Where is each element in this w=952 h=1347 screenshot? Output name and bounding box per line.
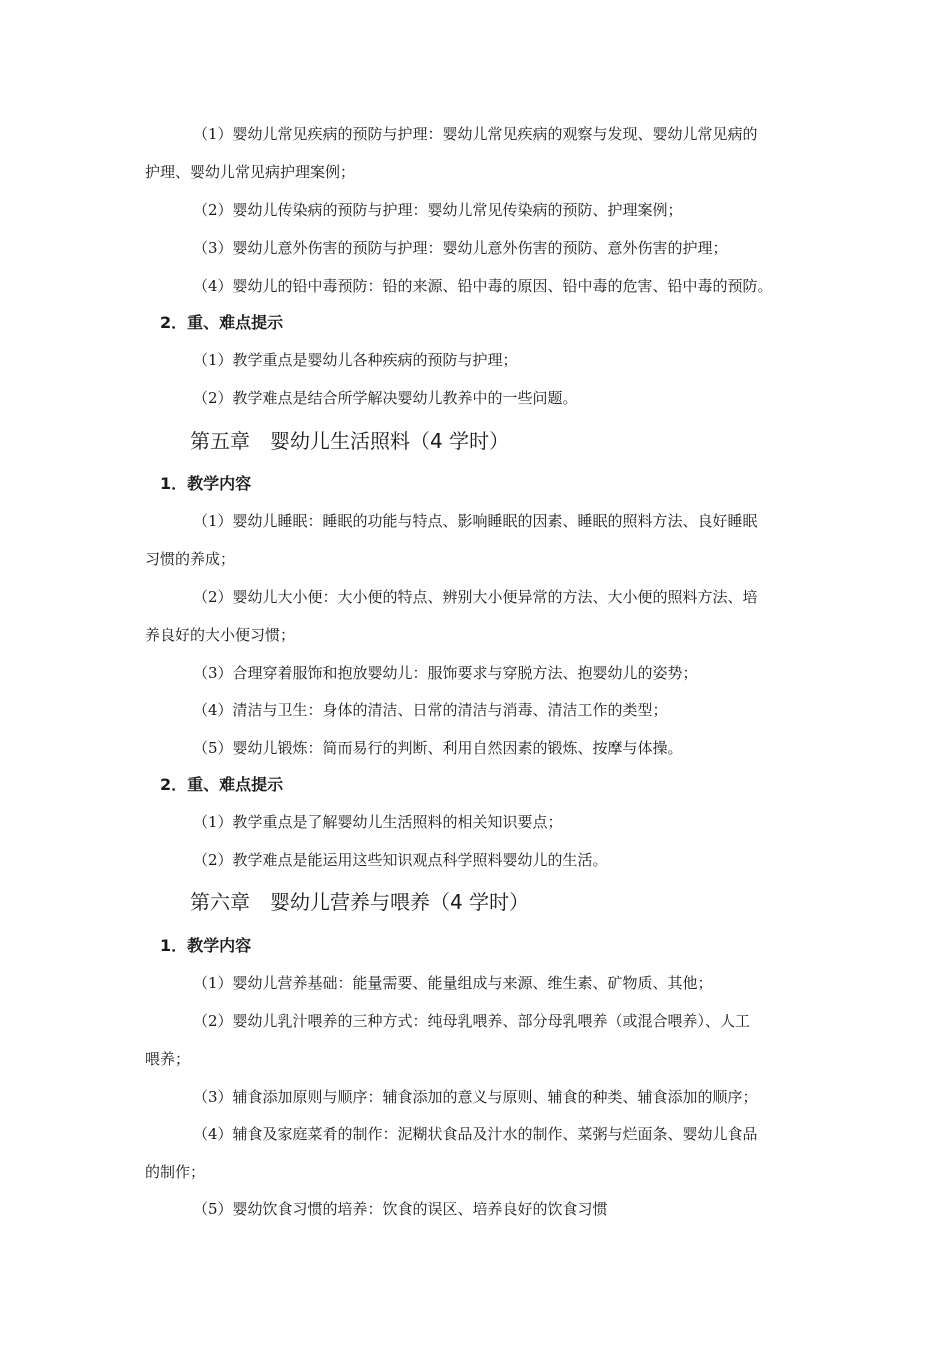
teaching-content-heading: 1．教学内容 bbox=[160, 474, 252, 493]
content-item-line: （1）婴幼儿常见疾病的预防与护理：婴幼儿常见疾病的观察与发现、婴幼儿常见病的 bbox=[193, 125, 758, 143]
key-point-line: （1）教学重点是婴幼儿各种疾病的预防与护理； bbox=[193, 351, 518, 369]
content-item-line: （3）合理穿着服饰和抱放婴幼儿：服饰要求与穿脱方法、抱婴幼儿的姿势； bbox=[193, 664, 698, 682]
content-item-line: （5）婴幼饮食习惯的培养：饮食的误区、培养良好的饮食习惯 bbox=[193, 1200, 608, 1218]
content-item-line: （4）清洁与卫生：身体的清洁、日常的清洁与消毒、清洁工作的类型； bbox=[193, 701, 668, 719]
content-item-line: 习惯的养成； bbox=[145, 550, 236, 568]
content-item-line: （5）婴幼儿锻炼：简而易行的判断、利用自然因素的锻炼、按摩与体操。 bbox=[193, 739, 683, 757]
content-item-line: 的制作； bbox=[145, 1163, 206, 1181]
chapter-title: 第六章 婴幼儿营养与喂养（4 学时） bbox=[190, 890, 530, 914]
content-item-line: （4）婴幼儿的铅中毒预防：铅的来源、铅中毒的原因、铅中毒的危害、铅中毒的预防。 bbox=[193, 277, 773, 295]
content-item-line: （3）辅食添加原则与顺序：辅食添加的意义与原则、辅食的种类、辅食添加的顺序； bbox=[193, 1088, 758, 1106]
teaching-content-heading: 1．教学内容 bbox=[160, 936, 252, 955]
key-points-heading: 2．重、难点提示 bbox=[160, 775, 284, 794]
key-point-line: （2）教学难点是结合所学解决婴幼儿教养中的一些问题。 bbox=[193, 389, 578, 407]
chapter-title: 第五章 婴幼儿生活照料（4 学时） bbox=[190, 429, 510, 453]
key-point-line: （2）教学难点是能运用这些知识观点科学照料婴幼儿的生活。 bbox=[193, 851, 608, 869]
content-item-line: 喂养； bbox=[145, 1050, 191, 1068]
content-item-line: （2）婴幼儿乳汁喂养的三种方式：纯母乳喂养、部分母乳喂养（或混合喂养）、人工 bbox=[193, 1012, 751, 1030]
content-item-line: 护理、婴幼儿常见病护理案例； bbox=[145, 163, 356, 181]
content-item-line: 养良好的大小便习惯； bbox=[145, 626, 296, 644]
key-points-heading: 2．重、难点提示 bbox=[160, 313, 284, 332]
content-item-line: （1）婴幼儿睡眠：睡眠的功能与特点、影响睡眠的因素、睡眠的照料方法、良好睡眠 bbox=[193, 512, 758, 530]
content-item-line: （2）婴幼儿传染病的预防与护理：婴幼儿常见传染病的预防、护理案例； bbox=[193, 201, 683, 219]
content-item-line: （3）婴幼儿意外伤害的预防与护理：婴幼儿意外伤害的预防、意外伤害的护理； bbox=[193, 239, 728, 257]
content-item-line: （4）辅食及家庭菜肴的制作：泥糊状食品及汁水的制作、菜粥与烂面条、婴幼儿食品 bbox=[193, 1125, 758, 1143]
content-item-line: （1）婴幼儿营养基础：能量需要、能量组成与来源、维生素、矿物质、其他； bbox=[193, 974, 713, 992]
content-item-line: （2）婴幼儿大小便：大小便的特点、辨别大小便异常的方法、大小便的照料方法、培 bbox=[193, 588, 758, 606]
key-point-line: （1）教学重点是了解婴幼儿生活照料的相关知识要点； bbox=[193, 813, 563, 831]
